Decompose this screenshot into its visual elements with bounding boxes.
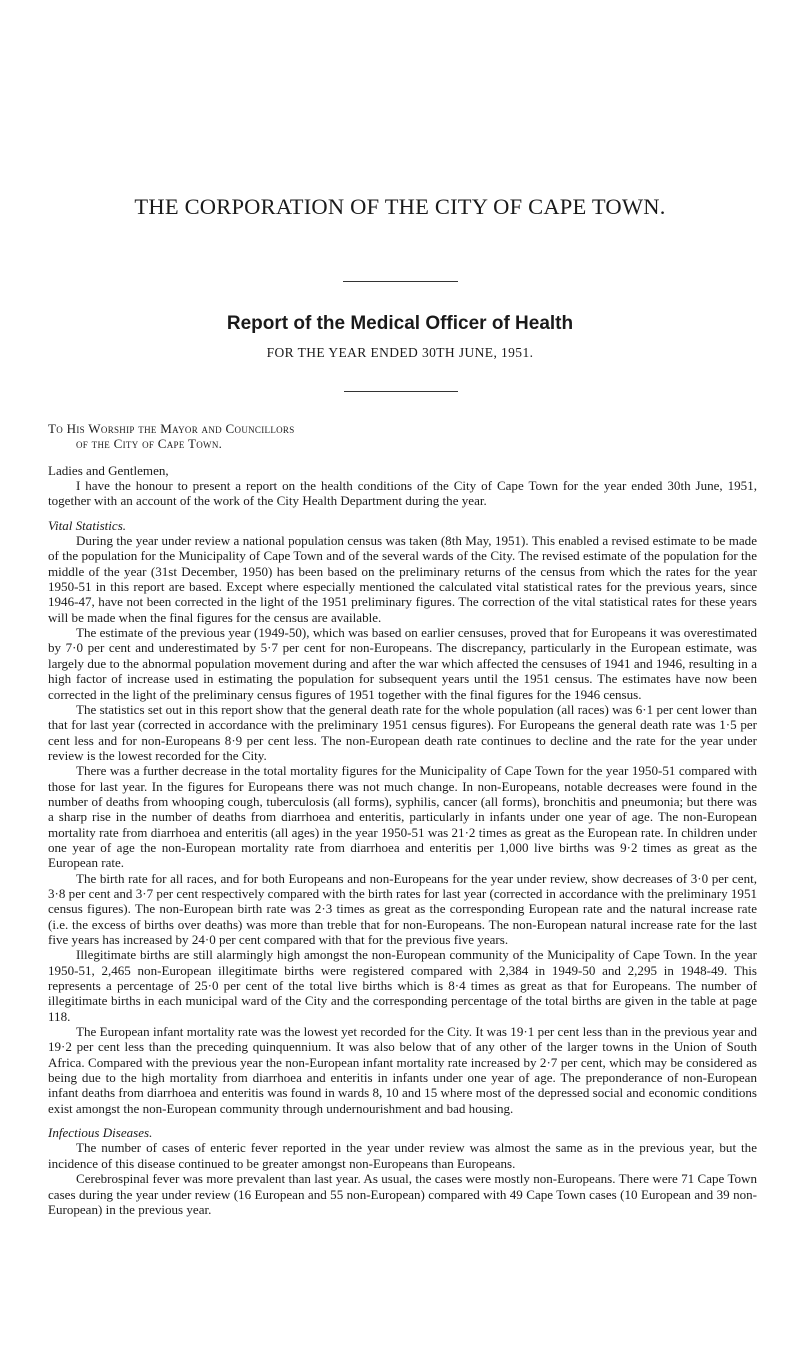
address-line-2: of the City of Cape Town.	[76, 436, 223, 452]
section-heading-vital-statistics: Vital Statistics.	[48, 517, 127, 533]
paragraph: Illegitimate births are still alarmingly high amongst the non-European community of the Municipality of Cape Town. In the year 1950-51, 2,465 non-European illegitimate births were registered compared with 2,384 in 1949-50 and 2,295 in 1948-49. This represents a percentage of 25·0 per cent of the total live births which is 8·4 times as great as that for Europeans. The number of illegitimate births in each municipal ward of the City and the corresponding percentage of the total births are given in the table at page 118.	[48, 947, 757, 1024]
intro-paragraph: I have the honour to present a report on the health conditions of the City of Cape Town for the year ended 30th June, 1951, together with an account of the work of the City Health Department during the year.	[48, 478, 757, 509]
paragraph: There was a further decrease in the total mortality figures for the Municipality of Cape Town for the year 1950-51 compared with those for last year. In the figures for Europeans there was not much change. In non-Europeans, notable decreases were found in the number of deaths from whooping cough, tuberculosis (all forms), syphilis, cancer (all forms), bronchitis and pneumonia; but there was a sharp rise in the number of deaths from diarrhoea and enteritis, particularly in infants under one year of age. The non-European mortality rate from diarrhoea and enteritis (all ages) in the year 1950-51 was 21·2 times as great as the European rate. In children under one year of age the non-European mortality rate from diarrhoea and enteritis per 1,000 live births was 9·2 times as great as the European rate.	[48, 763, 757, 871]
corporation-title: THE CORPORATION OF THE CITY OF CAPE TOWN.	[134, 194, 666, 219]
divider-top	[343, 281, 458, 282]
paragraph: Cerebrospinal fever was more prevalent than last year. As usual, the cases were mostly non-Europeans. There were 71 Cape Town cases during the year under review (16 European and 55 non-European) compared with 49 Cape Town cases (10 European and 39 non-European) in the previous year.	[48, 1171, 757, 1217]
paragraph: During the year under review a national population census was taken (8th May, 1951). This enabled a revised estimate to be made of the population for the Municipality of Cape Town and of the several wards of the City. The revised estimate of the population for the middle of the year (31st December, 1950) has been based on the preliminary returns of the census from which the rates for the year 1950-51 in this report are based. Except where especially mentioned the calculated vital statistical rates for the previous years, since 1946-47, have not been corrected in the light of the 1951 preliminary figures. The correction of the vital statistical rates for these years will be made when the final figures for the census are available.	[48, 533, 757, 625]
paragraph: The estimate of the previous year (1949-50), which was based on earlier censuses, proved that for Europeans it was overestimated by 7·0 per cent and underestimated by 5·7 per cent for non-Europeans. The discrepancy, particularly in the European estimate, was largely due to the abnormal population movement during and after the war which affected the censuses of 1941 and 1946, resulting in a high factor of increase used in estimating the population for subsequent years until the 1951 census. The estimates have now been corrected in the light of the preliminary census figures of 1951 together with the final figures for the 1946 census.	[48, 625, 757, 702]
salutation: Ladies and Gentlemen,	[48, 462, 169, 478]
divider-bottom	[344, 391, 458, 392]
section-heading-infectious-diseases: Infectious Diseases.	[48, 1125, 153, 1141]
paragraph: The birth rate for all races, and for both Europeans and non-Europeans for the year under review, show decreases of 3·0 per cent, 3·8 per cent and 3·7 per cent respectively compared with the birth rates for last year (corrected in accordance with the preliminary 1951 census figures). The non-European birth rate was 2·3 times as great as the corresponding European rate and the natural increase rate (i.e. the excess of births over deaths) was more than treble that for non-Europeans. The non-European natural increase rate for the last five years has increased by 24·0 per cent compared with that for the previous five years.	[48, 870, 757, 947]
paragraph: The statistics set out in this report show that the general death rate for the whole population (all races) was 6·1 per cent lower than that for last year (corrected in accordance with the preliminary 1951 census figures). For Europeans the general death rate was 1·5 per cent less and for non-Europeans 8·9 per cent less. The non-European death rate continues to decline and the rate for the year under review is the lowest recorded for the City.	[48, 701, 757, 763]
report-body	[48, 421, 757, 1217]
address-line-1: To His Worship the Mayor and Councillors	[48, 421, 295, 436]
report-title: Report of the Medical Officer of Health	[226, 313, 574, 334]
report-year-line: FOR THE YEAR ENDED 30TH JUNE, 1951.	[266, 345, 534, 360]
paragraph: The number of cases of enteric fever reported in the year under review was almost the same as in the previous year, but the incidence of this disease continued to be greater amongst non-Europeans than Europeans.	[48, 1140, 757, 1171]
paragraph: The European infant mortality rate was the lowest yet recorded for the City. It was 19·1 per cent less than in the previous year and 19·2 per cent less than the preceding quinquennium. It was also below that of any other of the larger towns in the Union of South Africa. Compared with the previous year the non-European infant mortality rate increased by 2·7 per cent, which may be considered as being due to the high mortality from diarrhoea and enteritis in infants under one year of age. The preponderance of non-European infant deaths from diarrhoea and enteritis was found in wards 8, 10 and 15 where most of the depressed social and economic conditions exist amongst the non-European community through undernourishment and bad housing.	[48, 1024, 757, 1116]
